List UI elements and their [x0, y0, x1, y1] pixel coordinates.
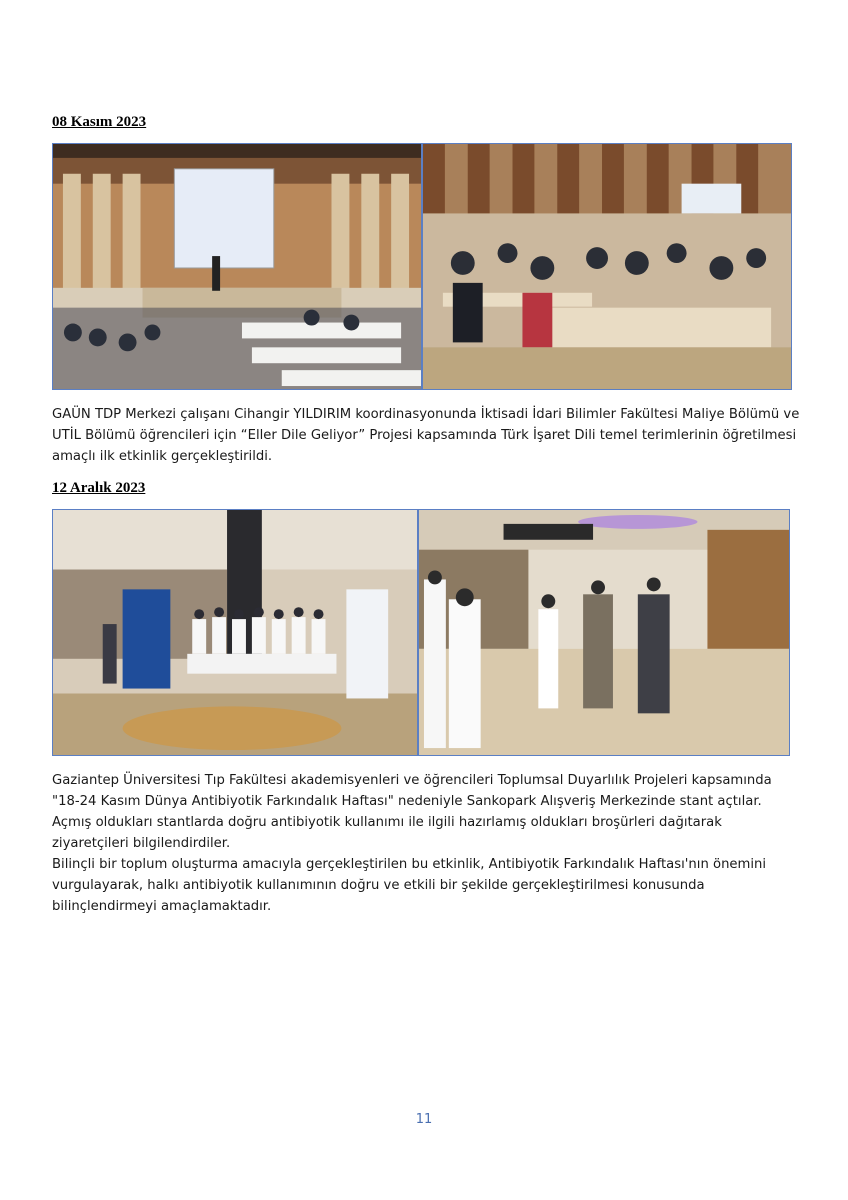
section-paragraph: Gaziantep Üniversitesi Tıp Fakültesi akademisyenleri ve öğrencileri Toplumsal Duyarlılık Projeleri kapsamında "18-24 Kasım Dünya Antibiyotik Farkındalık Haftası" nedeniyle Sankopark Alışveriş Merkezinde stant açtılar. Açmış oldukları stantlarda doğru antibiyotik kullanımı ile ilgili hazırlamış oldukları broşürleri dağıtarak ziyaretçileri bilgilendirdiler.: [52, 773, 772, 851]
page-number: 11: [415, 1112, 433, 1127]
mall-stand-group-photo: [52, 509, 418, 756]
section-paragraphs-2: [52, 770, 800, 917]
mall-corridor-visitors-photo: [418, 509, 790, 756]
section-paragraphs-1: [52, 404, 800, 467]
section-paragraph: GAÜN TDP Merkezi çalışanı Cihangir YILDIRIM koordinasyonunda İktisadi İdari Bilimler Fakültesi Maliye Bölümü ve UTİL Bölümü öğrencileri için “Eller Dile Geliyor” Projesi kapsamında Türk İşaret Dili temel terimlerinin öğretilmesi amaçlı ilk etkinlik gerçekleştirildi.: [52, 407, 800, 464]
lecture-hall-audience-photo: [422, 143, 792, 390]
section-date-2: 12 Aralık 2023: [52, 480, 146, 496]
lecture-hall-stage-photo: [52, 143, 422, 390]
section-paragraph: Bilinçli bir toplum oluşturma amacıyla gerçekleştirilen bu etkinlik, Antibiyotik Farkındalık Haftası'nın önemini vurgulayarak, halkı antibiyotik kullanımının doğru ve etkili bir şekilde gerçekleştirilmesi konusunda bilinçlendirmeyi amaçlamaktadır.: [52, 857, 767, 914]
section-date-1: 08 Kasım 2023: [52, 114, 147, 130]
